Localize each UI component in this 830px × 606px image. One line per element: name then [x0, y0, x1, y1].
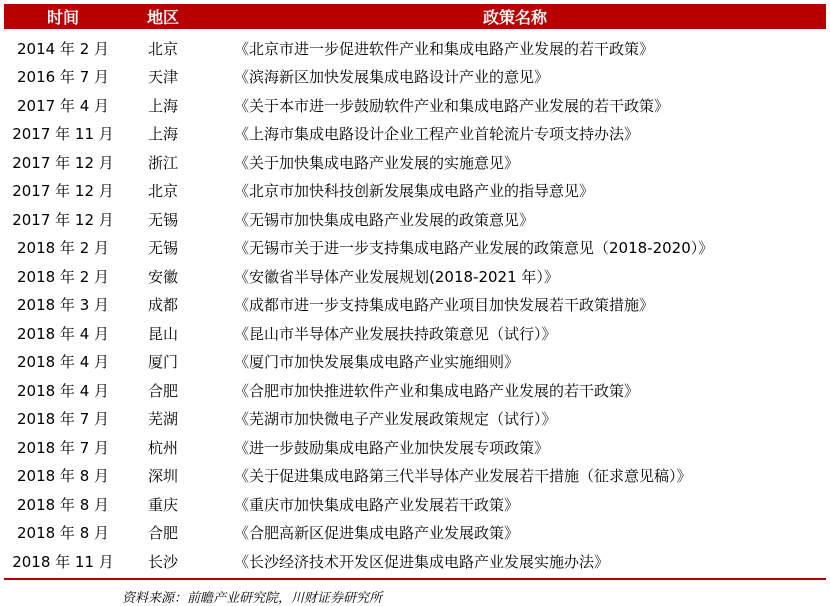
cell-policy: 《无锡市关于进一步支持集成电路产业发展的政策意见（2018-2020）》	[234, 239, 714, 258]
cell-region: 深圳	[147, 467, 178, 486]
cell-region: 重庆	[147, 495, 178, 514]
cell-time: 2017 年 11 月	[12, 125, 114, 144]
table-row	[4, 291, 826, 320]
table-row	[4, 405, 826, 434]
cell-time: 2017 年 4 月	[16, 96, 110, 115]
table-row	[4, 462, 826, 491]
table-row	[4, 120, 826, 149]
cell-region: 昆山	[147, 324, 178, 343]
cell-region: 厦门	[147, 353, 178, 372]
table-row	[4, 376, 826, 405]
cell-time: 2018 年 7 月	[16, 438, 110, 457]
cell-policy: 《安徽省半导体产业发展规划(2018-2021 年）》	[234, 267, 559, 286]
source-note: 资料来源：前瞻产业研究院，川财证券研究所	[122, 590, 383, 606]
cell-region: 合肥	[147, 524, 178, 543]
cell-region: 北京	[147, 182, 178, 201]
cell-policy: 《厦门市加快发展集成电路产业实施细则》	[234, 353, 520, 372]
table-row	[4, 433, 826, 462]
table-row	[4, 547, 826, 576]
table-row	[4, 91, 826, 120]
cell-region: 浙江	[147, 153, 178, 172]
cell-time: 2018 年 2 月	[16, 239, 110, 258]
cell-time: 2018 年 2 月	[16, 267, 110, 286]
cell-time: 2018 年 4 月	[16, 381, 110, 400]
cell-policy: 《无锡市加快集成电路产业发展的政策意见》	[234, 210, 535, 229]
cell-policy: 《长沙经济技术开发区促进集成电路产业发展实施办法》	[234, 552, 610, 571]
cell-time: 2014 年 2 月	[16, 39, 110, 58]
cell-time: 2017 年 12 月	[12, 182, 114, 201]
cell-region: 上海	[147, 125, 178, 144]
cell-policy: 《关于加快集成电路产业发展的实施意见》	[234, 153, 520, 172]
cell-policy: 《北京市加快科技创新发展集成电路产业的指导意见》	[234, 182, 595, 201]
cell-time: 2018 年 11 月	[12, 552, 114, 571]
cell-region: 北京	[147, 39, 178, 58]
cell-time: 2018 年 8 月	[16, 467, 110, 486]
cell-time: 2018 年 7 月	[16, 410, 110, 429]
cell-time: 2017 年 12 月	[12, 210, 114, 229]
table-row	[4, 63, 826, 92]
cell-policy: 《滨海新区加快发展集成电路设计产业的意见》	[234, 68, 550, 87]
cell-policy: 《关于促进集成电路第三代半导体产业发展若干措施（征求意见稿）》	[234, 467, 692, 486]
header-region: 地区	[146, 8, 179, 27]
cell-policy: 《芜湖市加快微电子产业发展政策规定（试行）》	[234, 410, 557, 429]
cell-policy: 《进一步鼓励集成电路产业加快发展专项政策》	[234, 438, 550, 457]
table-row	[4, 490, 826, 519]
cell-policy: 《昆山市半导体产业发展扶持政策意见（试行）》	[234, 324, 557, 343]
table-row	[4, 34, 826, 63]
cell-policy: 《上海市集成电路设计企业工程产业首轮流片专项支持办法》	[234, 125, 640, 144]
cell-region: 无锡	[147, 239, 178, 258]
cell-policy: 《重庆市加快集成电路产业发展若干政策》	[234, 495, 520, 514]
cell-region: 安徽	[147, 267, 178, 286]
table-row	[4, 205, 826, 234]
table-row	[4, 319, 826, 348]
cell-policy: 《关于本市进一步鼓励软件产业和集成电路产业发展的若干政策》	[234, 96, 670, 115]
table-row	[4, 234, 826, 263]
cell-time: 2018 年 8 月	[16, 524, 110, 543]
cell-policy: 《北京市进一步促进软件产业和集成电路产业发展的若干政策》	[234, 39, 655, 58]
cell-region: 天津	[147, 68, 178, 87]
cell-region: 长沙	[147, 552, 178, 571]
table-row	[4, 262, 826, 291]
cell-time: 2018 年 8 月	[16, 495, 110, 514]
bottom-rule	[4, 578, 826, 580]
cell-region: 上海	[147, 96, 178, 115]
table-header	[4, 4, 826, 29]
cell-time: 2018 年 3 月	[16, 296, 110, 315]
header-time: 时间	[46, 8, 79, 27]
cell-region: 合肥	[147, 381, 178, 400]
table-row	[4, 148, 826, 177]
cell-time: 2018 年 4 月	[16, 324, 110, 343]
policy-table	[4, 4, 826, 606]
header-policy: 政策名称	[482, 8, 547, 27]
table-row	[4, 177, 826, 206]
table-body	[4, 34, 826, 576]
cell-region: 杭州	[147, 438, 178, 457]
cell-policy: 《成都市进一步支持集成电路产业项目加快发展若干政策措施》	[234, 296, 655, 315]
cell-region: 成都	[147, 296, 178, 315]
table-row	[4, 348, 826, 377]
cell-policy: 《合肥市加快推进软件产业和集成电路产业发展的若干政策》	[234, 381, 640, 400]
table-row	[4, 519, 826, 548]
cell-time: 2018 年 4 月	[16, 353, 110, 372]
cell-policy: 《合肥高新区促进集成电路产业发展政策》	[234, 524, 520, 543]
cell-region: 无锡	[147, 210, 178, 229]
cell-time: 2016 年 7 月	[16, 68, 110, 87]
cell-region: 芜湖	[147, 410, 178, 429]
cell-time: 2017 年 12 月	[12, 153, 114, 172]
